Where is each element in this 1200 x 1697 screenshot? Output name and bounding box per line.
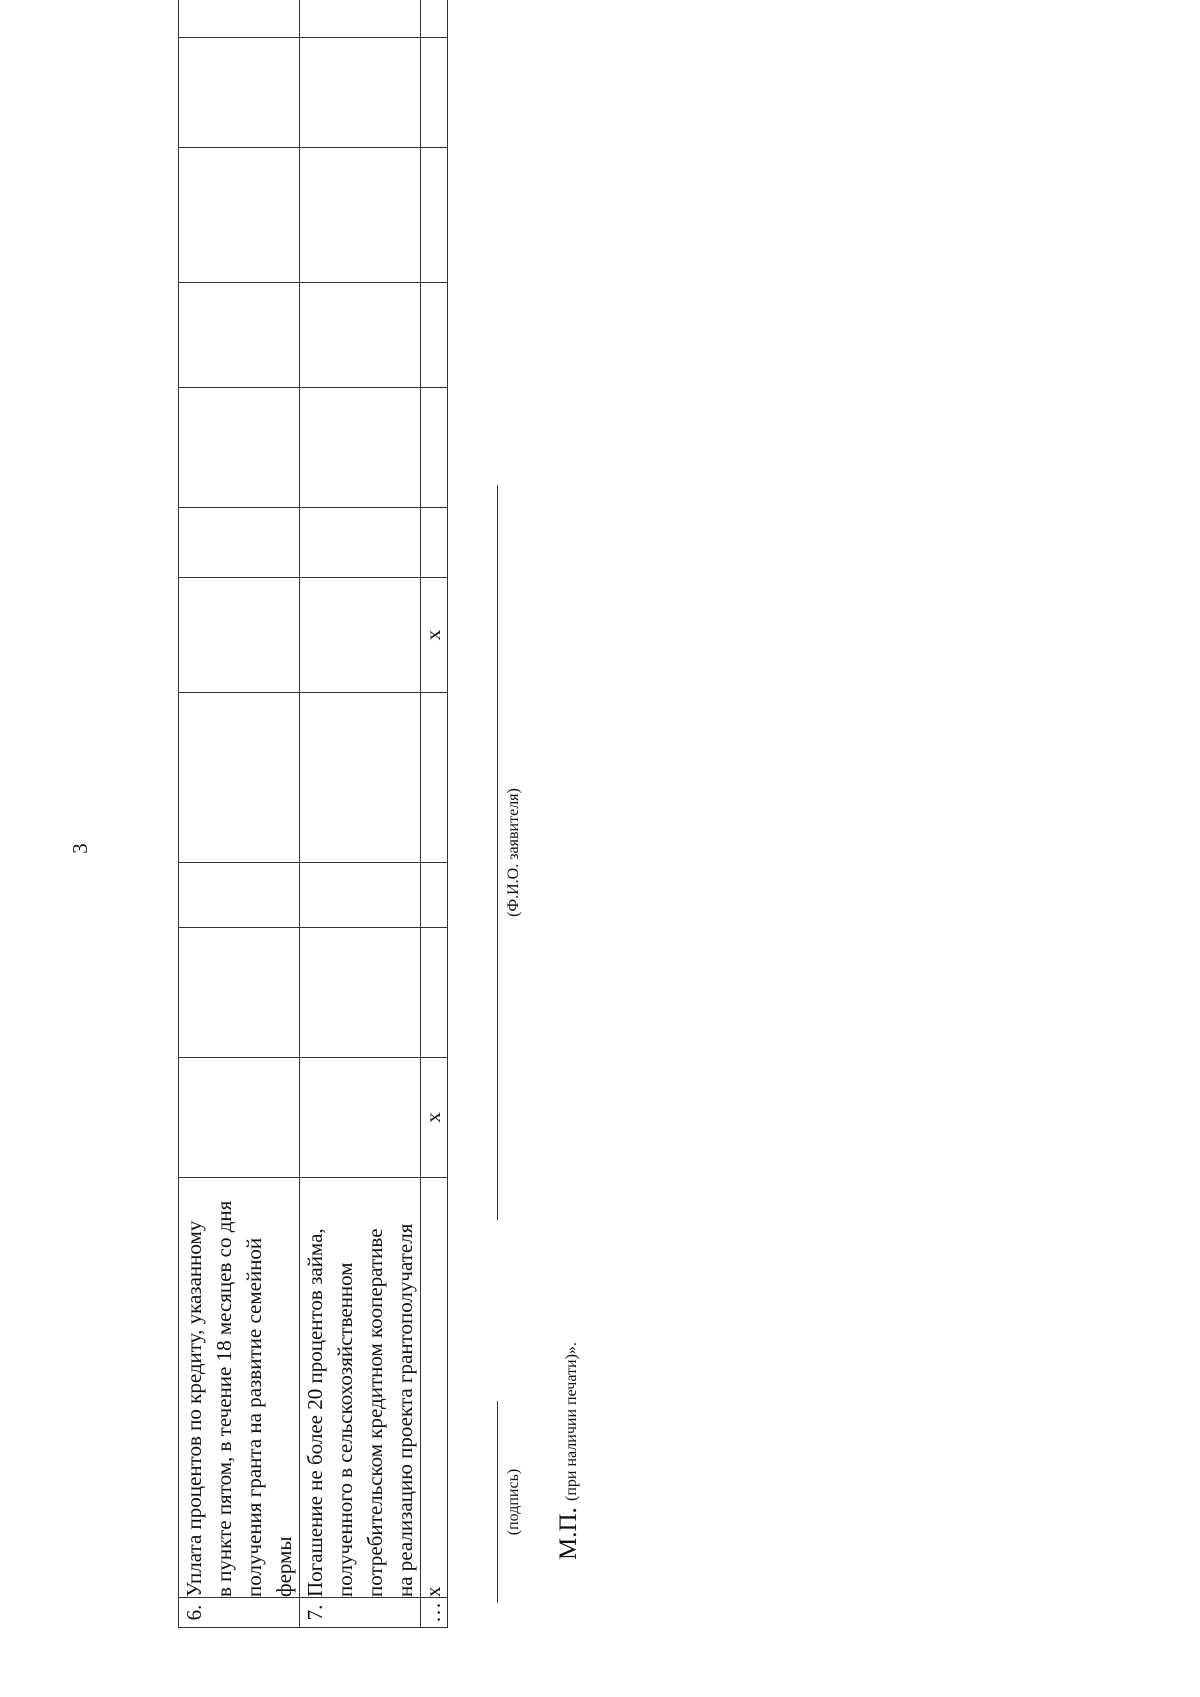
table-cell	[179, 928, 300, 1058]
table-cell	[421, 388, 448, 508]
table-row	[421, 0, 448, 1628]
stamp-label: М.П.	[555, 1507, 582, 1560]
description-line: полученного в сельскохозяйственном	[333, 1262, 357, 1597]
description-line: x	[421, 1586, 445, 1597]
table-cell	[179, 148, 300, 283]
description-line: фермы	[272, 1536, 296, 1597]
table-cell	[300, 388, 421, 508]
table-cell	[179, 283, 300, 388]
table-cell	[300, 928, 421, 1058]
row-description	[421, 1178, 448, 1598]
signature-line	[497, 1401, 498, 1603]
table-cell	[300, 38, 421, 148]
table-cell	[300, 148, 421, 283]
table-row	[300, 0, 421, 1628]
row-description	[300, 1178, 421, 1598]
page-number: 3	[68, 843, 92, 854]
table-cell	[421, 693, 448, 863]
table-cell	[179, 693, 300, 863]
description-line: Погашение не более 20 процентов займа,	[303, 1228, 327, 1597]
table-cell	[179, 578, 300, 693]
name-caption: (Ф.И.О. заявителя)	[505, 788, 522, 917]
description-line: в пункте пятом, в течение 18 месяцев со дня	[212, 1200, 236, 1597]
table-cell	[179, 388, 300, 508]
signature-caption: (подпись)	[505, 1468, 522, 1536]
table-cell	[421, 148, 448, 283]
table-cell	[300, 0, 421, 38]
table-cell	[300, 863, 421, 928]
table-cell	[300, 283, 421, 388]
row-description	[179, 1178, 300, 1598]
row-number: 7.	[300, 1598, 421, 1628]
table-row	[179, 0, 300, 1628]
table-cell	[300, 508, 421, 578]
description-line: получения гранта на развитие семейной	[242, 1237, 266, 1597]
description-line: Уплата процентов по кредиту, указанному	[182, 1220, 206, 1597]
table-cell	[179, 0, 300, 38]
table-cell: x	[421, 578, 448, 693]
row-number: 6.	[179, 1598, 300, 1628]
description-line: на реализацию проекта грантополучателя	[393, 1223, 417, 1597]
table-cell	[421, 508, 448, 578]
table-cell	[421, 38, 448, 148]
table-cell	[300, 693, 421, 863]
table-cell	[421, 0, 448, 38]
table-cell	[421, 283, 448, 388]
table-cell	[179, 1058, 300, 1178]
description-line: потребительском кредитном кооперативе	[363, 1228, 387, 1597]
row-number: …	[421, 1598, 448, 1628]
table-cell	[179, 508, 300, 578]
table-cell	[421, 928, 448, 1058]
stamp-note-text: (при наличии печати)».	[563, 1342, 580, 1501]
report-table	[178, 0, 448, 1628]
table-cell	[179, 863, 300, 928]
name-line	[497, 485, 498, 1220]
table-cell	[300, 1058, 421, 1178]
table-cell	[179, 38, 300, 148]
stamp-note	[555, 1342, 583, 1560]
table-cell: x	[421, 1058, 448, 1178]
table-cell	[421, 863, 448, 928]
table-cell	[300, 578, 421, 693]
